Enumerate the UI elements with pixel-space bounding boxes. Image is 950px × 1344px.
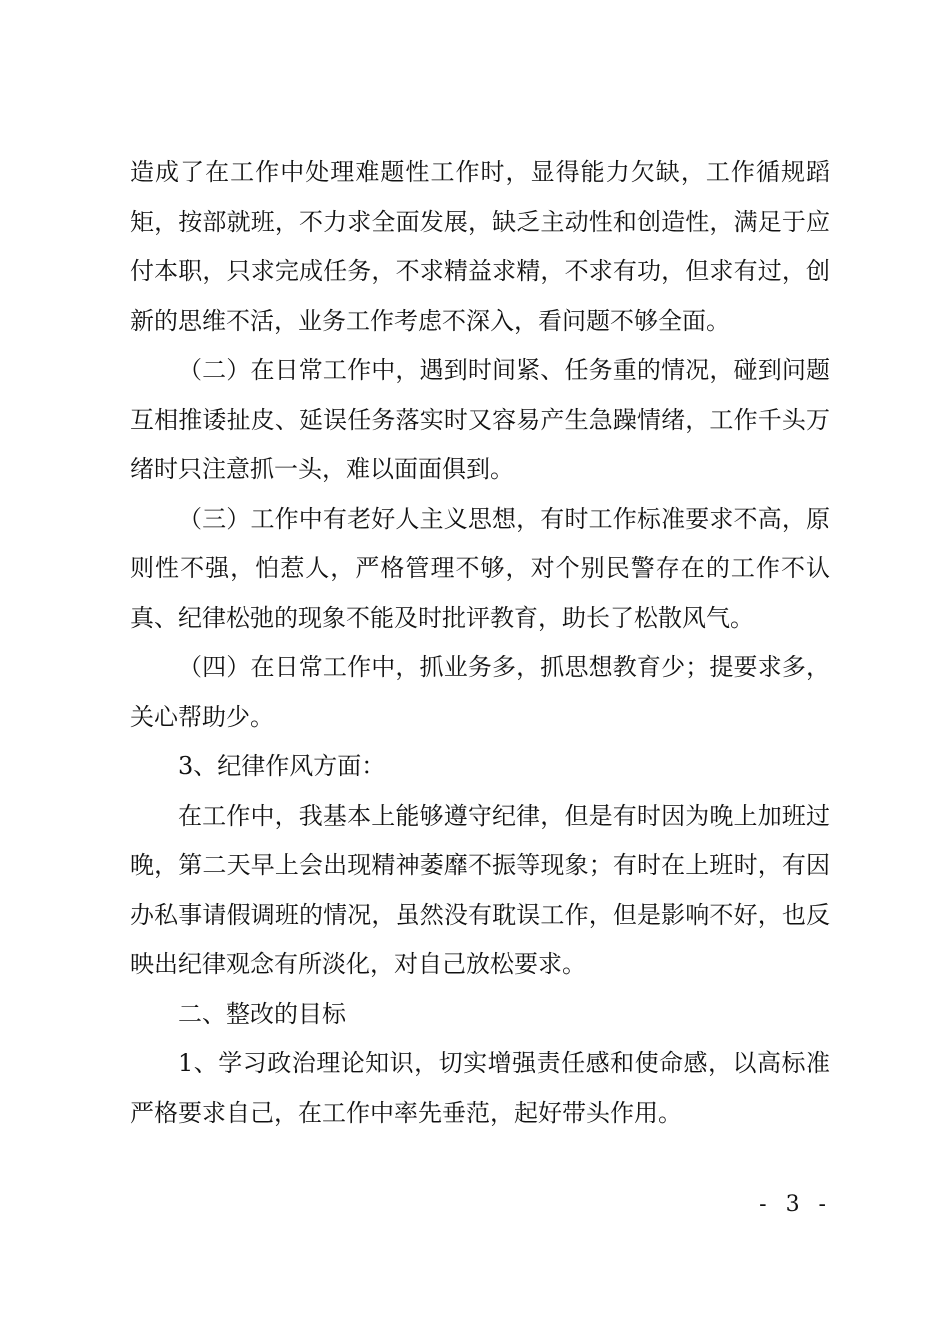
paragraph-item-two: （二）在日常工作中，遇到时间紧、任务重的情况，碰到问题互相推诿扯皮、延误任务落实时又容易产生急躁情绪，工作千头万绪时只注意抓一头，难以面面俱到。 <box>130 356 830 483</box>
paragraph-continuation: 造成了在工作中处理难题性工作时，显得能力欠缺，工作循规蹈矩，按部就班，不力求全面发展，缺乏主动性和创造性，满足于应付本职，只求完成任务，不求精益求精，不求有功，但求有过，创新的思维不活，业务工作考虑不深入，看问题不够全面。 <box>130 158 830 335</box>
page-number: - 3 - <box>759 1192 832 1217</box>
paragraph-item-four: （四）在日常工作中，抓业务多，抓思想教育少；提要求多，关心帮助少。 <box>130 653 830 731</box>
paragraph-item-three: （三）工作中有老好人主义思想，有时工作标准要求不高，原则性不强，怕惹人，严格管理不够，对个别民警存在的工作不认真、纪律松弛的现象不能及时批评教育，助长了松散风气。 <box>130 504 830 632</box>
section-heading-discipline: 3、纪律作风方面： <box>178 752 386 780</box>
paragraph-discipline: 在工作中，我基本上能够遵守纪律，但是有时因为晚上加班过晚，第二天早上会出现精神萎靡不振等现象；有时在上班时，有因办私事请假调班的情况，虽然没有耽误工作，但是影响不好，也反映出纪律观念有所淡化，对自己放松要求。 <box>130 801 830 978</box>
paragraph-goal-one: 1、学习政治理论知识，切实增强责任感和使命感，以高标准严格要求自己，在工作中率先垂范，起好带头作用。 <box>130 1049 830 1127</box>
document-body <box>130 148 830 1138</box>
section-heading-goals: 二、整改的目标 <box>178 999 346 1028</box>
